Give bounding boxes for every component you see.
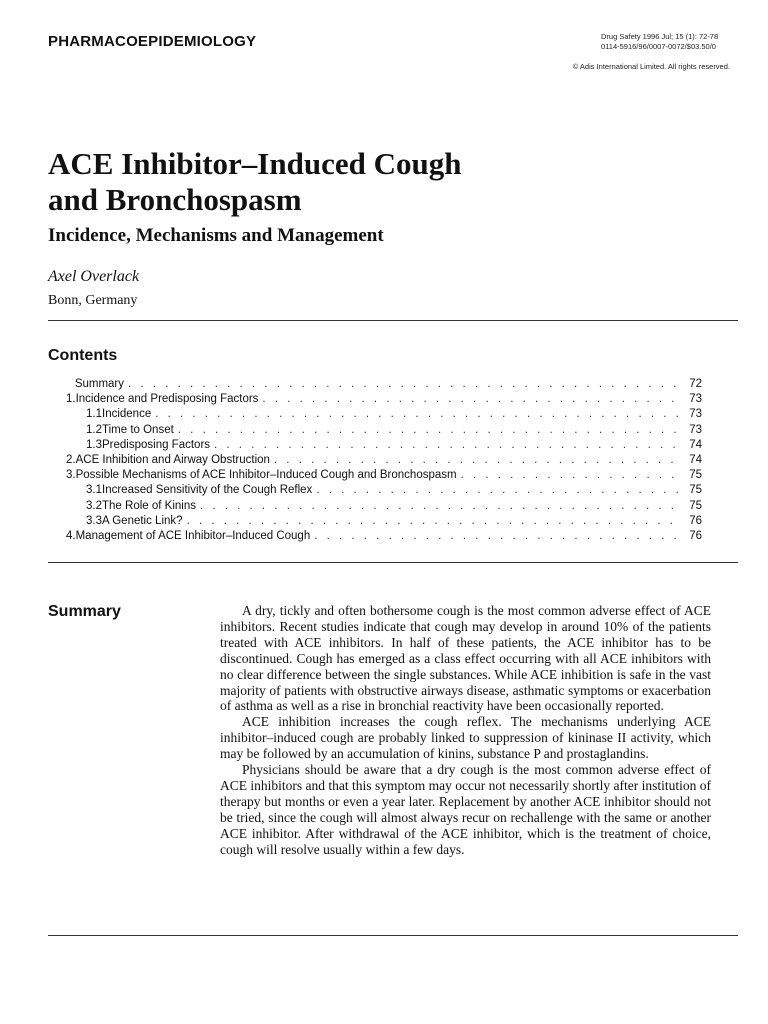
toc-entry-title: Incidence and Predisposing Factors [75, 393, 259, 406]
toc-entry-page: 75 [689, 469, 702, 482]
copyright-notice: © Adis International Limited. All rights reserved. [572, 62, 730, 71]
toc-entry-number: 2. [66, 454, 76, 467]
toc-entry-page: 73 [689, 408, 702, 421]
toc-dot-leader [214, 438, 682, 453]
article-title [48, 146, 688, 218]
toc-entry [66, 392, 702, 407]
toc-entry-page: 73 [689, 393, 702, 406]
toc-entry [66, 529, 702, 544]
toc-entry-page: 73 [689, 423, 702, 436]
toc-entry-number: 1.2 [86, 423, 102, 436]
toc-entry [66, 483, 702, 498]
toc-dot-leader [262, 392, 682, 407]
toc-entry [66, 453, 702, 468]
toc-dot-leader [200, 499, 682, 514]
toc-entry-page: 72 [689, 378, 702, 390]
toc-entry-number: 1.1 [86, 408, 102, 421]
article-subtitle: Incidence, Mechanisms and Management [48, 225, 384, 246]
journal-section-label: PHARMACOEPIDEMIOLOGY [48, 33, 257, 50]
toc-entry [66, 407, 702, 422]
toc-entry-page: 76 [689, 530, 702, 543]
summary-paragraph: ACE inhibition increases the cough reflex. The mechanisms underlying ACE inhibitor–induced cough are probably linked to suppression of kininase II activity, which may be followed by an accumulation of kinins, substance P and prostaglandins. [220, 714, 711, 762]
toc-entry-title: The Role of Kinins [102, 499, 196, 512]
summary-paragraph: A dry, tickly and often bothersome cough is the most common adverse effect of ACE inhibitors. Recent studies indicate that cough may develop in around 10% of the patients treated with ACE inhibitors. In half of these patients, the ACE inhibitor has to be discontinued. Cough has emerged as a class effect occurring with all ACE inhibitors with no clear difference between the single substances. While ACE inhibition is safe in the vast majority of patients with obstructive airways disease, asthmatic symptoms or exacerbation of asthma as well as a rise in bronchial reactivity have been occasionally reported. [220, 603, 711, 714]
citation [601, 32, 718, 51]
article-title-line-1: ACE Inhibitor–Induced Cough [48, 146, 462, 181]
toc-entry-number: 3.2 [86, 499, 102, 512]
toc-entry-number: 4. [66, 530, 76, 543]
toc-dot-leader [178, 423, 682, 438]
toc-dot-leader [128, 377, 682, 392]
toc-dot-leader [155, 407, 682, 422]
toc-entry-title: ACE Inhibition and Airway Obstruction [75, 454, 270, 467]
article-title-line-2: and Bronchospasm [48, 182, 302, 217]
summary-heading: Summary [48, 603, 121, 620]
toc-entry-page: 74 [689, 438, 702, 451]
toc-entry-title: Time to Onset [102, 423, 174, 436]
toc-entry-title: Management of ACE Inhibitor–Induced Cough [75, 530, 311, 543]
toc-entry-number: 1.3 [86, 438, 102, 451]
author-name: Axel Overlack [48, 268, 140, 285]
author-affiliation: Bonn, Germany [48, 293, 138, 308]
toc-entry [66, 468, 702, 483]
toc-dot-leader [274, 453, 682, 468]
toc-entry [66, 514, 702, 529]
citation-line-1: Drug Safety 1996 Jul; 15 (1): 72-78 [601, 32, 719, 41]
divider-middle [48, 562, 738, 563]
toc-entry-number: 3.1 [86, 484, 102, 497]
toc-dot-leader [314, 529, 682, 544]
toc-entry-title: Predisposing Factors [102, 438, 211, 451]
toc-entry-page: 74 [689, 454, 702, 467]
summary-body [220, 603, 711, 858]
divider-top [48, 320, 738, 321]
divider-bottom [48, 935, 738, 936]
toc-dot-leader [461, 468, 682, 483]
toc-entry [66, 499, 702, 514]
toc-entry-page: 75 [689, 484, 702, 497]
toc-dot-leader [187, 514, 682, 529]
toc-entry [66, 423, 702, 438]
toc-entry-page: 76 [689, 514, 702, 527]
contents-heading: Contents [48, 347, 118, 364]
toc-entry-number: 1. [66, 393, 76, 406]
toc-entry-title: A Genetic Link? [102, 514, 183, 527]
toc-entry-title: Possible Mechanisms of ACE Inhibitor–Induced Cough and Bronchospasm [75, 469, 457, 482]
toc-entry-title: Summary [74, 378, 125, 390]
toc-entry [66, 377, 702, 392]
toc-entry-number: 3. [66, 469, 76, 482]
toc-entry-title: Incidence [102, 408, 152, 421]
toc-entry-number: 3.3 [86, 514, 102, 527]
toc-entry-title: Increased Sensitivity of the Cough Reflex [102, 484, 313, 497]
toc-entry-page: 75 [689, 499, 702, 512]
toc-dot-leader [316, 483, 682, 498]
citation-line-2: 0114-5916/96/0007-0072/$03.50/0 [601, 41, 716, 51]
summary-paragraph: Physicians should be aware that a dry cough is the most common adverse effect of ACE inhibitors and that this symptom may occur not necessarily shortly after institution of therapy but months or even a year later. Replacement by another ACE inhibitor should not be tried, since the cough will almost always recur on rechallenge with the same or another ACE inhibitor. After withdrawal of the ACE inhibitor, which is the treatment of choice, cough will resolve usually within a few days. [220, 762, 711, 857]
toc-entry [66, 438, 702, 453]
table-of-contents [66, 377, 702, 544]
